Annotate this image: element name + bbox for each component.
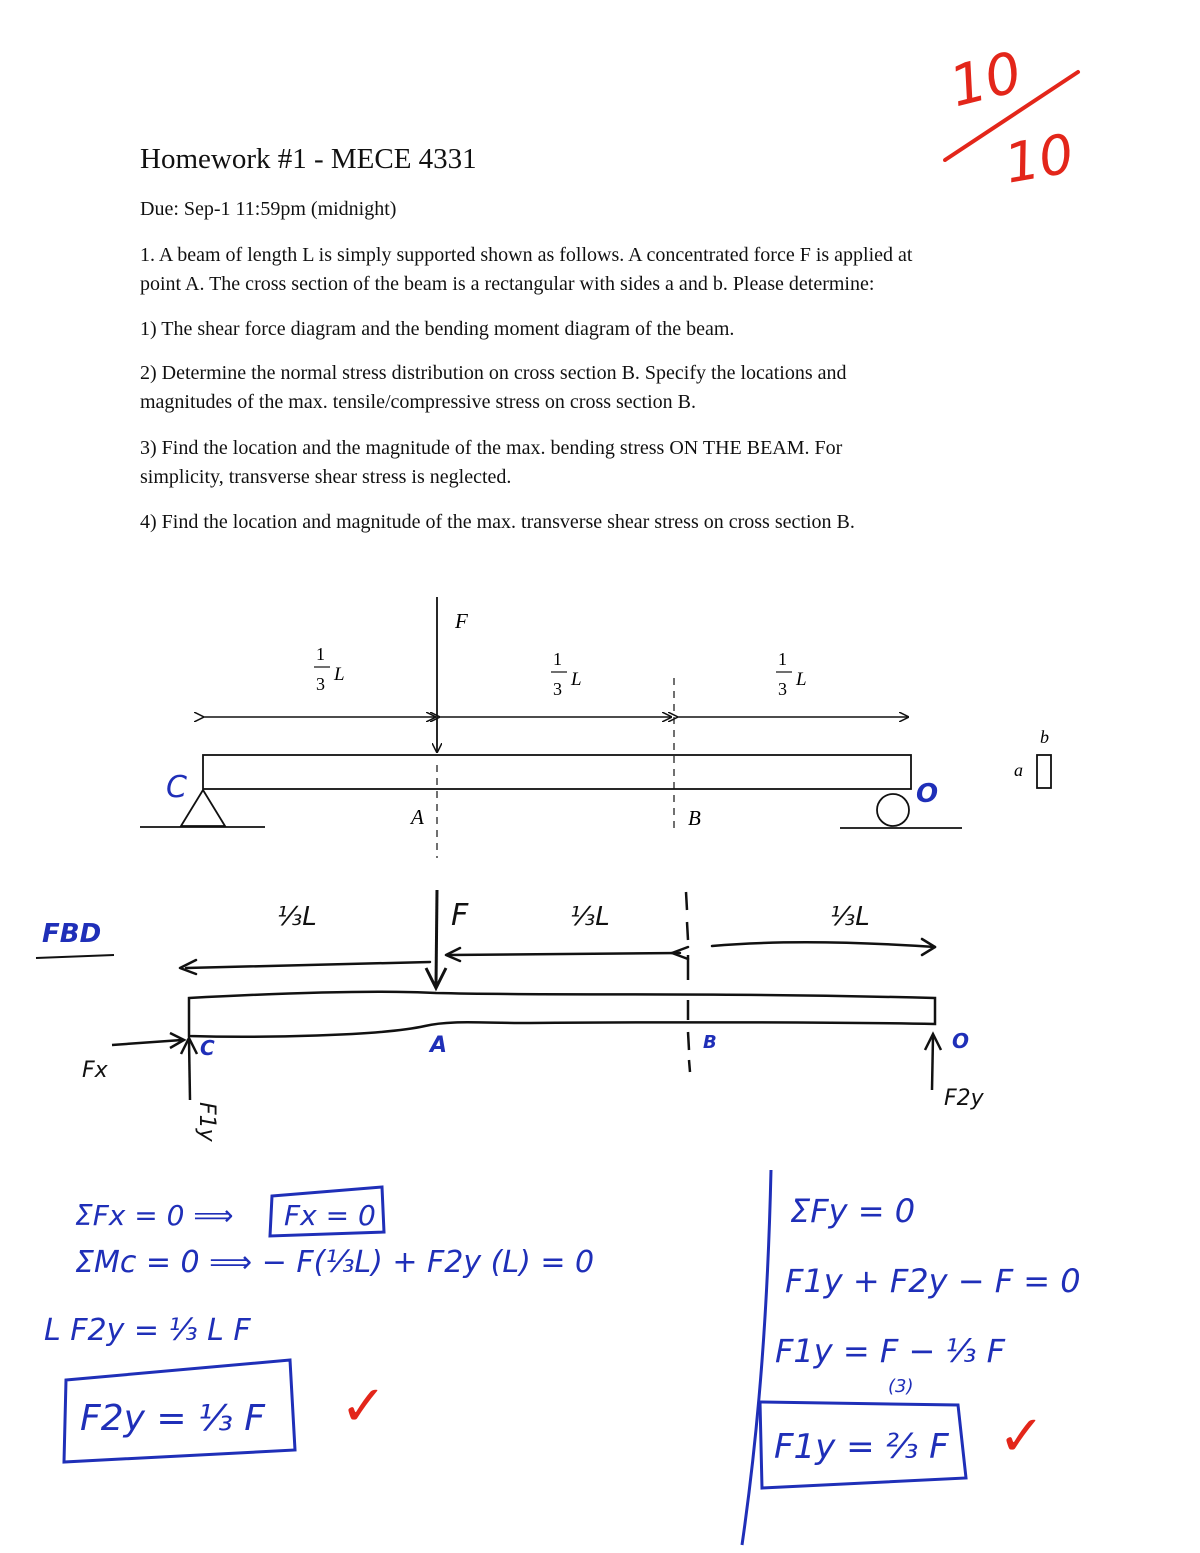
force-label: F: [455, 609, 468, 633]
fbd-f1y-arrow: [189, 1040, 190, 1100]
eq-f2y-derivation: L F2y = ⅓ L F: [44, 1313, 251, 1348]
point-b-label: B: [688, 806, 701, 830]
question-3-line-1: 3) Find the location and the magnitude of the max. bending stress ON THE BEAM. For: [140, 437, 843, 459]
beam-figure: [140, 597, 1051, 858]
eq-sum-fy: ΣFy = 0: [790, 1192, 916, 1230]
eq-sum-fx: ΣFx = 0 ⟹: [75, 1199, 234, 1232]
fbd-force-label: F: [451, 898, 469, 933]
side-a-label: a: [1014, 760, 1023, 780]
question-4-line-1: 4) Find the location and magnitude of the max. transverse shear stress on cross section B.: [140, 511, 855, 533]
check-mark-left: ✓: [340, 1374, 387, 1439]
fbd-fx-label: Fx: [82, 1058, 108, 1083]
pin-support: [181, 790, 225, 826]
fbd-span-left: ⅓L: [277, 902, 317, 932]
eq-force-balance: F1y + F2y − F = 0: [785, 1262, 1081, 1300]
fbd-fx-arrow: [112, 1040, 182, 1045]
fbd-section-b-line: [686, 892, 690, 1072]
fbd-dim-right: [712, 942, 935, 947]
fbd-dim-left: [186, 962, 430, 968]
fraction-denominator: 3: [778, 679, 787, 699]
fraction-denominator: 3: [316, 674, 325, 694]
fbd-label: FBD: [42, 919, 102, 949]
assignment-title: Homework #1 - MECE 4331: [140, 143, 477, 175]
side-b-label: b: [1040, 727, 1049, 747]
support-label-c: C: [166, 770, 187, 805]
grade-score: 10: [943, 39, 1029, 121]
span-label-left: [314, 644, 345, 694]
fbd-beam: [189, 992, 935, 1037]
fraction-numerator: 1: [553, 649, 562, 669]
fbd-span-right: ⅓L: [830, 902, 870, 932]
fbd-point-c: C: [200, 1036, 215, 1060]
fraction-denominator: 3: [553, 679, 562, 699]
check-mark-right: ✓: [998, 1404, 1045, 1469]
fbd-underline: [36, 955, 114, 958]
grade-total: 10: [999, 121, 1079, 196]
question-2-line-2: magnitudes of the max. tensile/compressive stress on cross section B.: [140, 391, 697, 413]
cross-section: [1014, 727, 1051, 788]
roller-support: [877, 794, 909, 826]
grade-mark: [943, 40, 1078, 196]
problem-line-1: 1. A beam of length L is simply supported shown as follows. A concentrated force F is applied at: [140, 244, 913, 266]
fraction-numerator: 1: [778, 649, 787, 669]
fbd-force-arrow: [436, 890, 437, 985]
fbd-point-o: O: [952, 1029, 970, 1053]
fraction-numerator: 1: [316, 644, 325, 664]
fbd-point-b: B: [703, 1032, 717, 1053]
eq-f2y-result: F2y = ⅓ F: [80, 1398, 266, 1439]
eq-f1y-result: F1y = ⅔ F: [774, 1427, 949, 1467]
free-body-diagram: [36, 890, 985, 1143]
equations-left: [44, 1187, 594, 1462]
fbd-point-a: A: [430, 1033, 448, 1058]
fbd-f2y-label: F2y: [944, 1086, 984, 1111]
eq-fx-result: Fx = 0: [284, 1199, 376, 1232]
question-2-line-1: 2) Determine the normal stress distribution on cross section B. Specify the locations and: [140, 362, 847, 384]
point-a-label: A: [411, 805, 424, 829]
problem-line-2: point A. The cross section of the beam is a rectangular with sides a and b. Please determine:: [140, 273, 875, 295]
eq-f1y-note: (3): [888, 1376, 914, 1397]
eq-sum-moment: ΣMc = 0 ⟹ − F(⅓L) + F2y (L) = 0: [75, 1245, 595, 1280]
fbd-f1y-label: F1y: [194, 1102, 219, 1142]
span-label-right: [776, 649, 807, 699]
fbd-dim-middle: [448, 953, 680, 955]
due-date: Due: Sep-1 11:59pm (midnight): [140, 198, 397, 220]
length-variable: L: [334, 664, 345, 685]
support-label-o: O: [916, 779, 939, 809]
fbd-span-middle: ⅓L: [570, 902, 610, 932]
question-3-line-2: simplicity, transverse shear stress is neglected.: [140, 466, 512, 488]
length-variable: L: [796, 669, 807, 690]
span-label-middle: [551, 649, 582, 699]
beam-body: [203, 755, 911, 789]
fbd-f2y-arrow: [932, 1036, 933, 1090]
equations-right: [742, 1170, 1081, 1545]
length-variable: L: [571, 669, 582, 690]
eq-f1y-derivation: F1y = F − ⅓ F: [775, 1332, 1006, 1370]
question-1-line-1: 1) The shear force diagram and the bending moment diagram of the beam.: [140, 318, 735, 340]
